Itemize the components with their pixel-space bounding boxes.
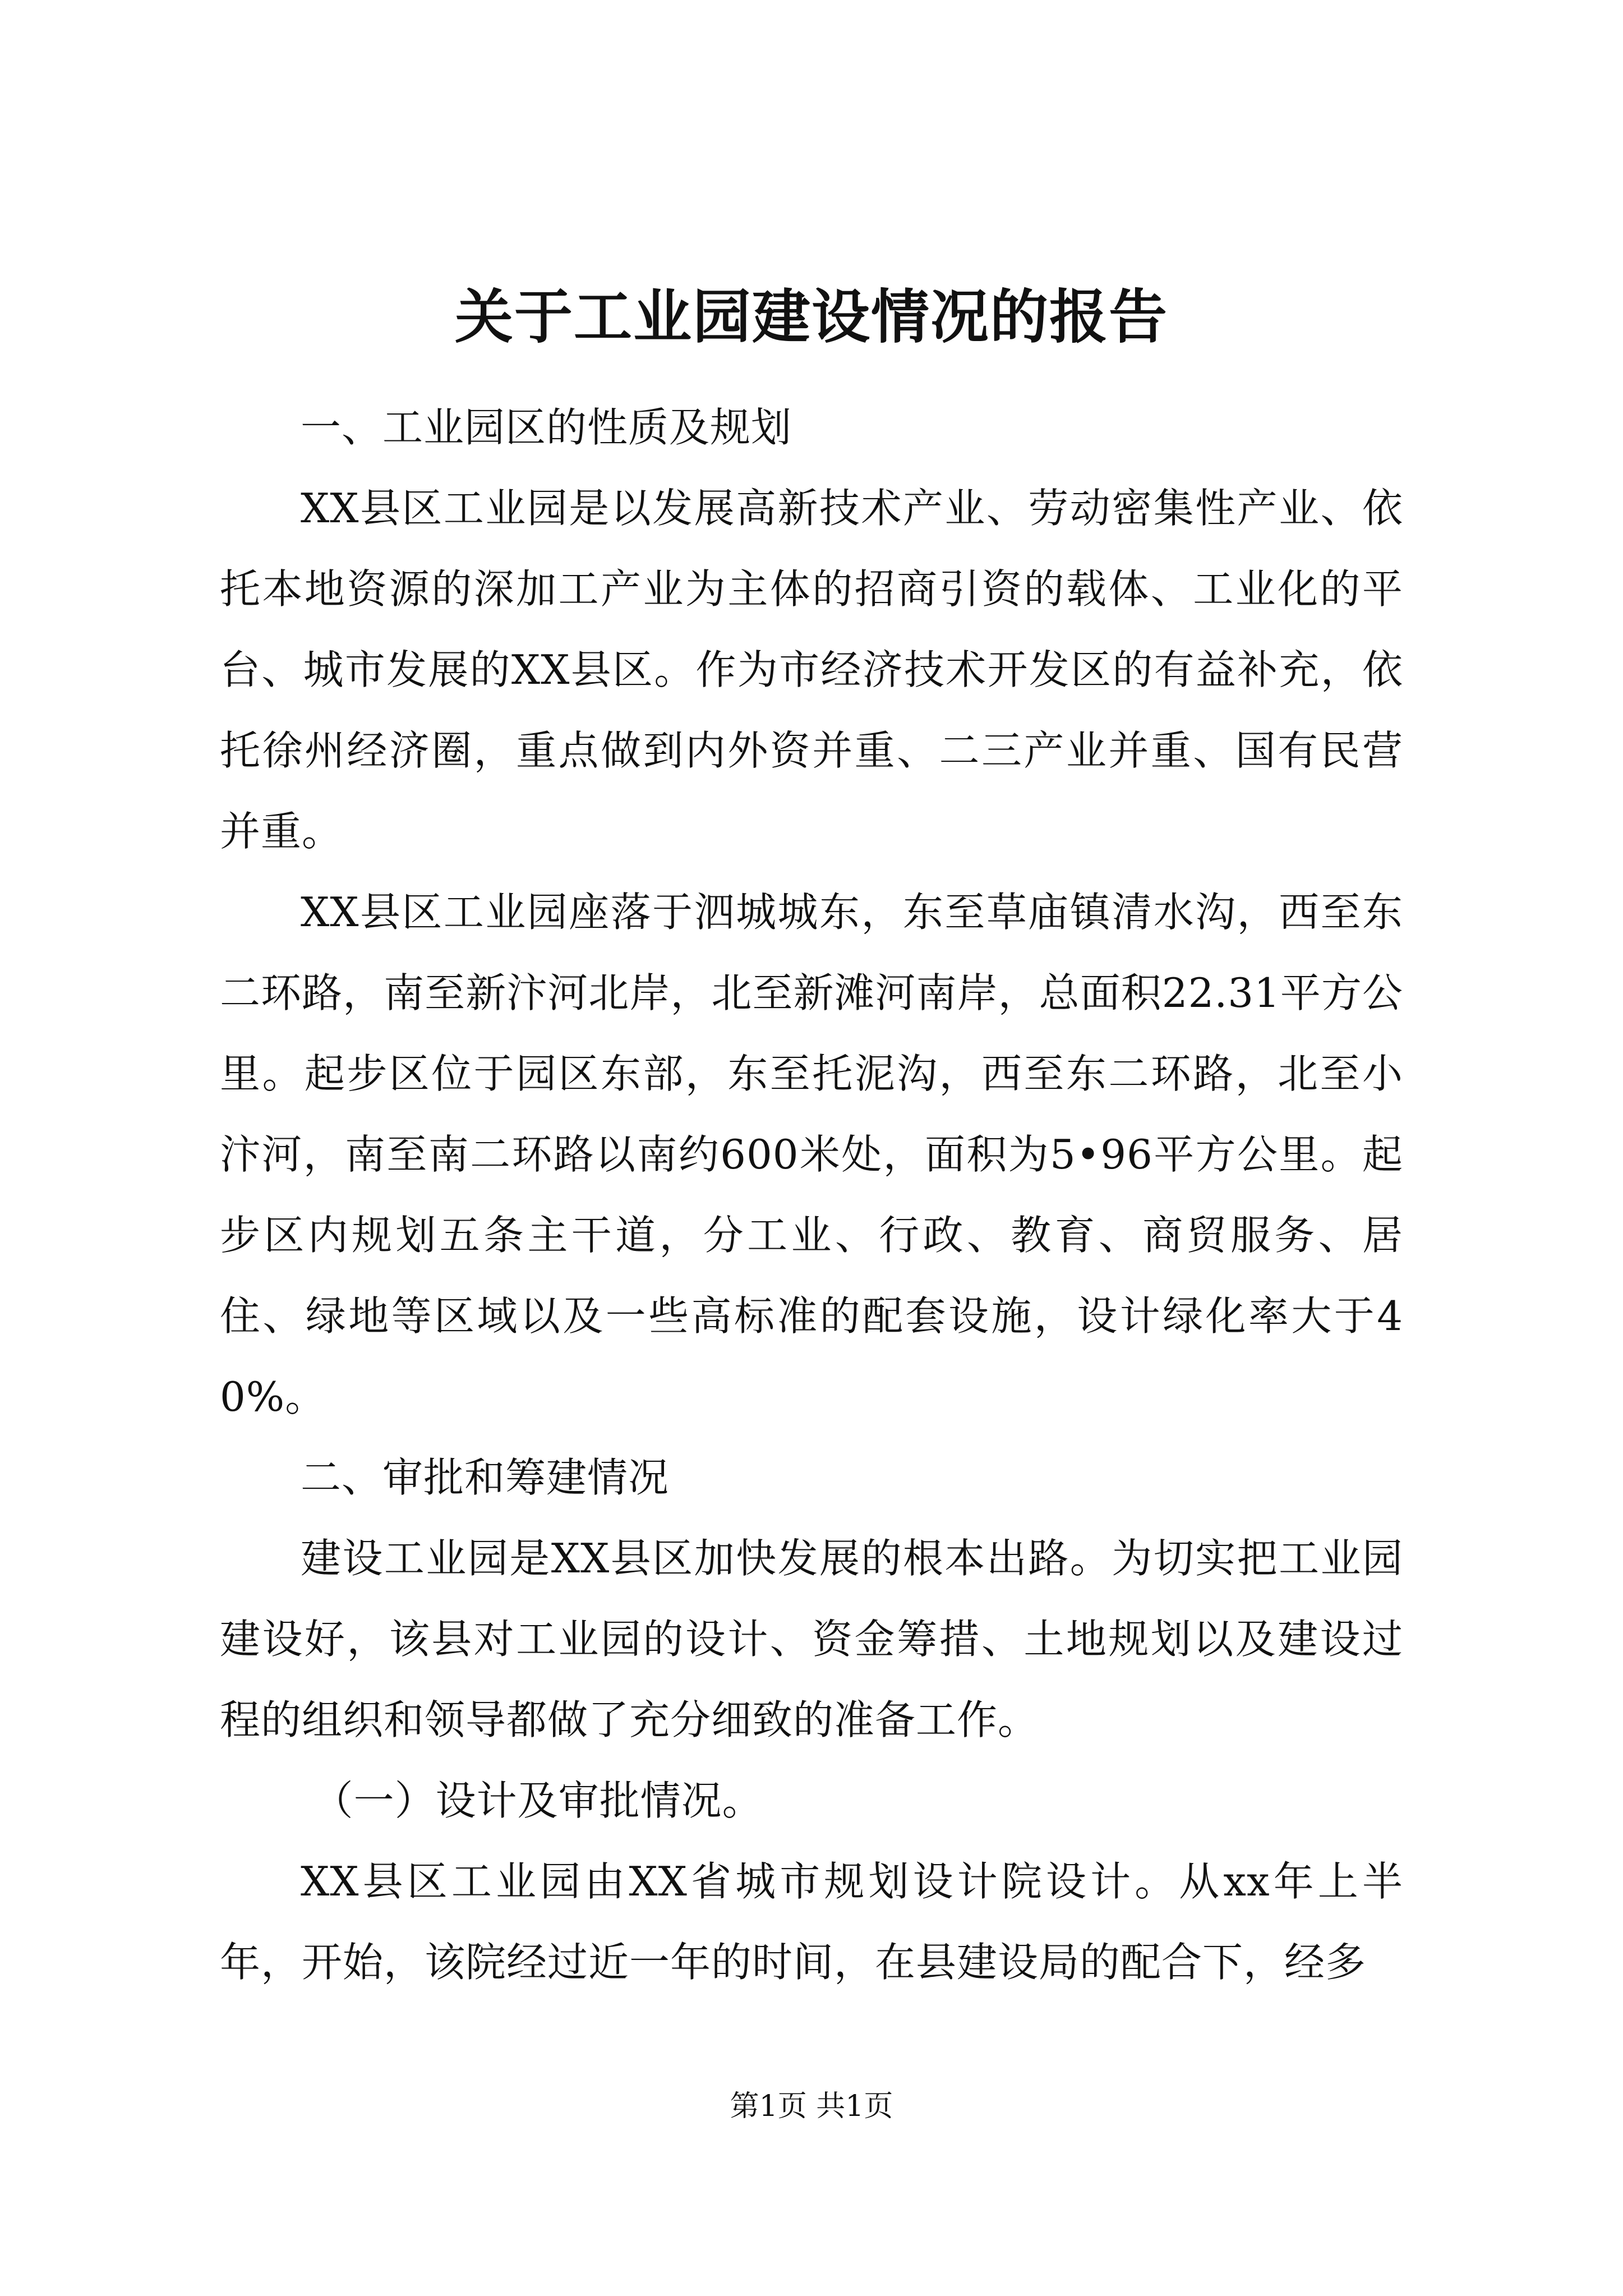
document-title: 关于工业园建设情况的报告: [454, 282, 1168, 351]
document-body: [220, 387, 1403, 2003]
section-1-paragraph-2: XX县区工业园座落于泗城城东，东至草庙镇清水沟，西至东二环路，南至新汴河北岸，北至新滩河南岸，总面积22.31平方公里。起步区位于园区东部，东至托泥沟，西至东二环路，北至小汴河，南至南二环路以南约600米处，面积为5•96平方公里。起步区内规划五条主干道，分工业、行政、教育、商贸服务、居住、绿地等区域以及一些高标准的配套设施，设计绿化率大于40%。: [220, 889, 1403, 1420]
page-number-footer: 第1页 共1页: [730, 2090, 893, 2123]
section-heading-2: 二、审批和筹建情况: [301, 1454, 670, 1501]
section-2-paragraph-1: 建设工业园是XX县区加快发展的根本出路。为切实把工业园建设好，该县对工业园的设计、资金筹措、土地规划以及建设过程的组织和领导都做了充分细致的准备工作。: [220, 1535, 1403, 1743]
section-heading-1: 一、工业园区的性质及规划: [301, 404, 792, 451]
section-1-paragraph-1: XX县区工业园是以发展高新技术产业、劳动密集性产业、依托本地资源的深加工产业为主体的招商引资的载体、工业化的平台、城市发展的XX县区。作为市经济技术开发区的有益补充，依托徐州经济圈，重点做到内外资并重、二三产业并重、国有民营并重。: [220, 485, 1403, 855]
subsection-heading: （一）设计及审批情况。: [312, 1777, 763, 1824]
subsection-paragraph: XX县区工业园由XX省城市规划设计院设计。从xx年上半年，开始，该院经过近一年的时间，在县建设局的配合下，经多: [220, 1858, 1403, 1986]
